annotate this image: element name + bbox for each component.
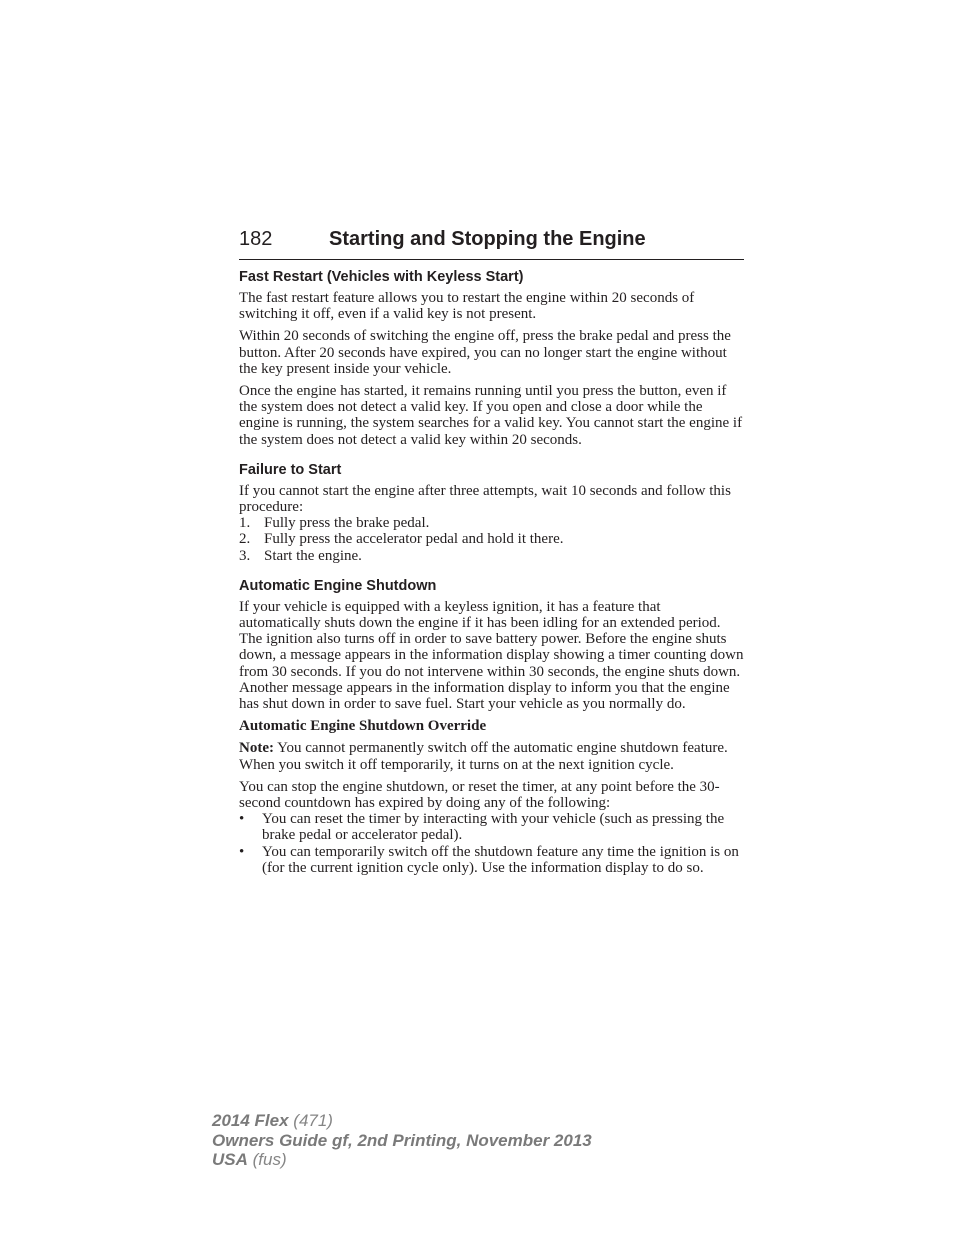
list-item [239,811,744,843]
paragraph: The fast restart feature allows you to restart the engine within 20 seconds of switching it off, even if a valid key is not present. [239,290,695,323]
step-text: Start the engine. [264,547,362,564]
section-heading-automatic-engine-shutdown: Automatic Engine Shutdown [239,577,437,594]
bullet-icon: • [239,843,245,860]
note-text: You cannot permanently switch off the automatic engine shutdown feature. When you switch it off temporarily, it turns on at the next ignition cycle. [239,740,728,773]
note-paragraph [239,740,744,772]
step-number: 1. [239,515,251,532]
subheading-override: Automatic Engine Shutdown Override [239,718,487,735]
list-item [239,844,744,876]
footer-region-code: (fus) [247,1150,287,1169]
footer-model-code: (471) [288,1111,333,1130]
page-header [239,228,744,260]
footer-region: USA [212,1150,248,1169]
list-item [239,531,744,547]
bullet-list [239,811,744,876]
chapter-title: Starting and Stopping the Engine [329,228,646,250]
page-number: 182 [239,228,273,250]
list-item [239,548,744,564]
page-content [239,228,744,876]
step-text: Fully press the brake pedal. [264,515,430,532]
footer-line-guide [212,1131,592,1151]
bullet-icon: • [239,811,245,828]
footer-model: 2014 Flex [212,1111,289,1130]
list-item [239,515,744,531]
bullet-text: You can temporarily switch off the shutdown feature any time the ignition is on (for the current ignition cycle only). Use the information display to do so. [262,843,739,876]
paragraph: You can stop the engine shutdown, or reset the timer, at any point before the 30-second countdown has expired by doing any of the following: [239,778,720,812]
footer-guide: Owners Guide gf, 2nd Printing, November 2013 [212,1130,592,1150]
step-text: Fully press the accelerator pedal and hold it there. [264,531,564,548]
section-heading-fast-restart: Fast Restart (Vehicles with Keyless Start) [239,269,524,285]
section-heading-failure-to-start: Failure to Start [239,461,342,478]
note-label: Note: [239,740,274,757]
paragraph: If your vehicle is equipped with a keyless ignition, it has a feature that automatically shuts down the engine if it has been idling for an extended period. The ignition also turns off in order to save battery power. Before the engine shuts down, a message appears in the information display showing a timer counting down from 30 seconds. If you do not intervene within 30 seconds, the engine shuts down. Another message appears in the information display to inform you that the engine has shut down in order to save fuel. Start your vehicle as you normally do. [239,598,744,713]
footer-line-region [212,1150,592,1170]
paragraph: If you cannot start the engine after three attempts, wait 10 seconds and follow this procedure: [239,482,731,516]
paragraph: Once the engine has started, it remains running until you press the button, even if the system does not detect a valid key. If you open and close a door while the engine is running, the system searches for a valid key. You cannot start the engine if the system does not detect a valid key within 20 seconds. [239,383,743,448]
step-number: 3. [239,547,251,564]
footer-line-model [212,1111,592,1131]
step-number: 2. [239,531,251,548]
paragraph: Within 20 seconds of switching the engine off, press the brake pedal and press the button. After 20 seconds have expired, you can no longer start the engine without the key present inside your vehicle. [239,328,731,377]
bullet-text: You can reset the timer by interacting with your vehicle (such as pressing the brake pedal or accelerator pedal). [262,811,725,844]
procedure-steps [239,515,744,564]
page-footer [212,1111,592,1170]
